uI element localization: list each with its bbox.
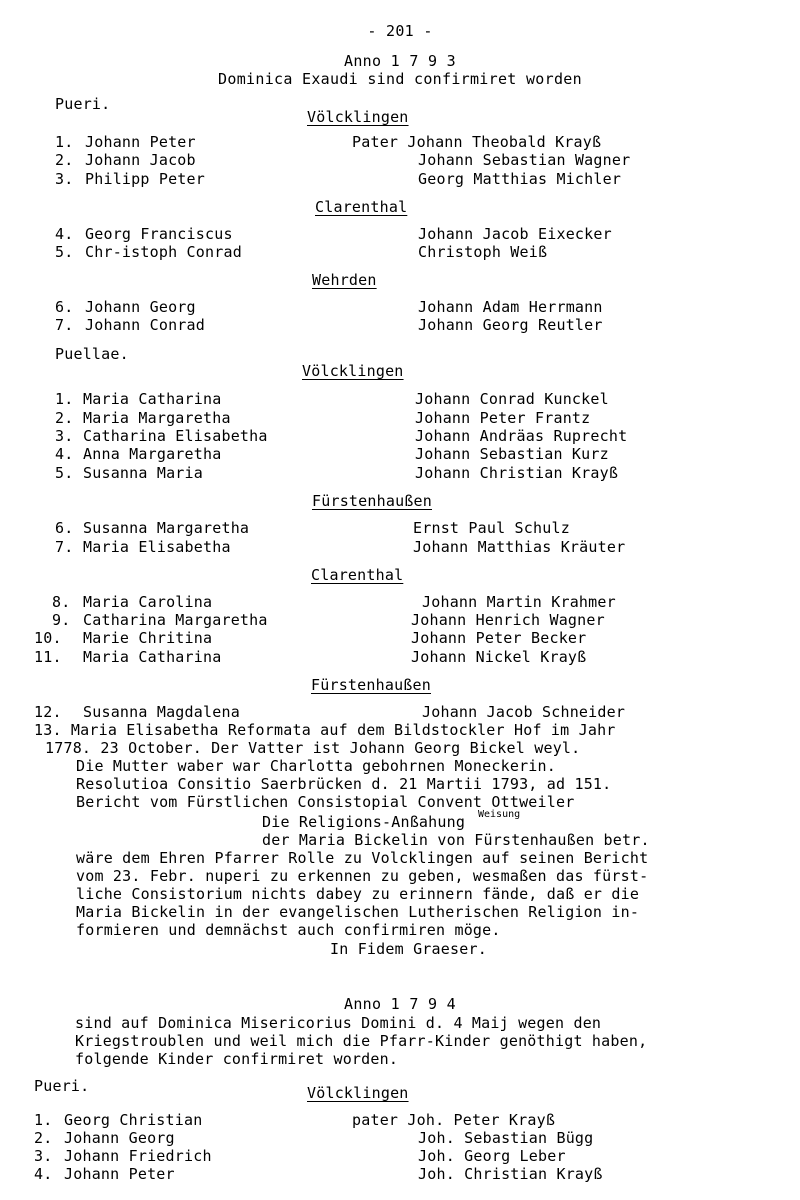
entry-number: 10.	[34, 629, 62, 647]
entry-number: 3.	[55, 170, 74, 188]
parent-name: Johann Martin Krahmer	[422, 593, 616, 611]
parent-name: Joh. Sebastian Bügg	[418, 1129, 594, 1147]
note-line: Bericht vom Fürstlichen Consistopial Convent Ottweiler	[76, 793, 575, 811]
year-heading-1793: Anno 1 7 9 3	[344, 52, 456, 70]
location-heading-voelcklingen: Völcklingen	[302, 362, 404, 380]
parent-name: Pater Johann Theobald Krayß	[352, 133, 602, 151]
parent-name: Johann Peter Frantz	[415, 409, 591, 427]
note-line: liche Consistorium nichts dabey zu erinnern fände, daß er die	[76, 885, 640, 903]
child-name: Marie Chritina	[83, 629, 213, 647]
parent-name: Christoph Weiß	[418, 243, 548, 261]
entry-number: 12.	[34, 703, 62, 721]
parent-name: Johann Sebastian Kurz	[415, 445, 609, 463]
entry-number: 4.	[34, 1165, 53, 1183]
parent-name: Johann Henrich Wagner	[411, 611, 605, 629]
pueri-label: Pueri.	[34, 1077, 90, 1095]
entry-number: 6.	[55, 519, 74, 537]
child-name: Johann Peter	[85, 133, 196, 151]
note-line: Maria Bickelin in der evangelischen Lutherischen Religion in-	[76, 903, 640, 921]
entry-number: 5.	[55, 464, 74, 482]
parent-name: Johann Christian Krayß	[415, 464, 619, 482]
parent-name: Joh. Christian Krayß	[418, 1165, 603, 1183]
paragraph-line: Kriegstroublen und weil mich die Pfarr-Kinder genöthigt haben,	[75, 1032, 648, 1050]
entry-number: 2.	[34, 1129, 53, 1147]
entry-number: 9.	[52, 611, 71, 629]
parent-name: Johann Nickel Krayß	[411, 648, 587, 666]
note-line: wäre dem Ehren Pfarrer Rolle zu Volcklingen auf seinen Bericht	[76, 849, 649, 867]
child-name: Johann Georg	[64, 1129, 175, 1147]
entry-number: 6.	[55, 298, 74, 316]
child-name: Catharina Margaretha	[83, 611, 268, 629]
child-name: Johann Georg	[85, 298, 196, 316]
child-name: Johann Friedrich	[64, 1147, 212, 1165]
location-heading-voelcklingen: Völcklingen	[307, 108, 409, 126]
entry-number: 7.	[55, 316, 74, 334]
note-line: der Maria Bickelin von Fürstenhaußen betr.	[262, 831, 650, 849]
entry-number: 1.	[34, 1111, 53, 1129]
parent-name: Johann Peter Becker	[411, 629, 587, 647]
child-name: Chr-istoph Conrad	[85, 243, 242, 261]
child-name: Susanna Maria	[83, 464, 203, 482]
note-line: Resolutioa Consitio Saerbrücken d. 21 Martii 1793, ad 151.	[76, 775, 612, 793]
note-line: Die Mutter waber war Charlotta gebohrnen Moneckerin.	[76, 757, 556, 775]
location-heading-fuerstenhaussen: Fürstenhaußen	[311, 676, 431, 694]
child-name: Catharina Elisabetha	[83, 427, 268, 445]
parent-name: Johann Matthias Kräuter	[413, 538, 626, 556]
paragraph-line: folgende Kinder confirmiret worden.	[75, 1050, 399, 1068]
page-number: - 201 -	[367, 22, 433, 40]
parent-name: Johann Georg Reutler	[418, 316, 603, 334]
parent-name: Joh. Georg Leber	[418, 1147, 566, 1165]
year-heading-1794: Anno 1 7 9 4	[344, 995, 456, 1013]
note-line: 1778. 23 October. Der Vatter ist Johann Georg Bickel weyl.	[45, 739, 581, 757]
note-line: 13. Maria Elisabetha Reformata auf dem Bildstockler Hof im Jahr	[34, 721, 616, 739]
entry-number: 8.	[52, 593, 71, 611]
handwritten-correction: Weisung	[478, 809, 521, 820]
entry-number: 2.	[55, 409, 74, 427]
entry-number: 1.	[55, 133, 74, 151]
entry-number: 5.	[55, 243, 74, 261]
child-name: Johann Conrad	[85, 316, 205, 334]
child-name: Georg Franciscus	[85, 225, 233, 243]
paragraph-line: sind auf Dominica Misericorius Domini d. 4 Maij wegen den	[75, 1014, 602, 1032]
child-name: Johann Peter	[64, 1165, 175, 1183]
parent-name: Johann Andräas Ruprecht	[415, 427, 628, 445]
confirmation-subtitle-1793: Dominica Exaudi sind confirmiret worden	[218, 70, 582, 88]
entry-number: 1.	[55, 390, 74, 408]
child-name: Anna Margaretha	[83, 445, 222, 463]
child-name: Susanna Margaretha	[83, 519, 250, 537]
entry-number: 7.	[55, 538, 74, 556]
location-heading-wehrden: Wehrden	[312, 271, 377, 289]
location-heading-voelcklingen: Völcklingen	[307, 1084, 409, 1102]
entry-number: 2.	[55, 151, 74, 169]
parent-name: Johann Jacob Schneider	[422, 703, 626, 721]
child-name: Johann Jacob	[85, 151, 196, 169]
child-name: Georg Christian	[64, 1111, 203, 1129]
child-name: Maria Catharina	[83, 648, 222, 666]
location-heading-clarenthal: Clarenthal	[315, 198, 408, 216]
entry-number: 4.	[55, 445, 74, 463]
note-line: vom 23. Febr. nuperi zu erkennen zu geben, wesmaßen das fürst-	[76, 867, 649, 885]
child-name: Maria Carolina	[83, 593, 213, 611]
child-name: Philipp Peter	[85, 170, 205, 188]
parent-name: Johann Sebastian Wagner	[418, 151, 631, 169]
child-name: Maria Elisabetha	[83, 538, 231, 556]
location-heading-fuerstenhaussen: Fürstenhaußen	[312, 492, 432, 510]
parent-name: Johann Jacob Eixecker	[418, 225, 612, 243]
entry-number: 11.	[34, 648, 62, 666]
entry-number: 4.	[55, 225, 74, 243]
parent-name: Georg Matthias Michler	[418, 170, 622, 188]
entry-number: 3.	[55, 427, 74, 445]
child-name: Susanna Magdalena	[83, 703, 240, 721]
pueri-label: Pueri.	[55, 95, 111, 113]
note-line: formieren und demnächst auch confirmiren möge.	[76, 921, 501, 939]
parent-name: Johann Adam Herrmann	[418, 298, 603, 316]
parent-name: Johann Conrad Kunckel	[415, 390, 609, 408]
child-name: Maria Margaretha	[83, 409, 231, 427]
note-line: Die Religions-Anßahung	[262, 813, 466, 831]
parent-name: Ernst Paul Schulz	[413, 519, 570, 537]
signature-line: In Fidem Graeser.	[330, 940, 487, 958]
entry-number: 3.	[34, 1147, 53, 1165]
parent-name: pater Joh. Peter Krayß	[352, 1111, 556, 1129]
puellae-label: Puellae.	[55, 345, 129, 363]
child-name: Maria Catharina	[83, 390, 222, 408]
location-heading-clarenthal: Clarenthal	[311, 566, 404, 584]
